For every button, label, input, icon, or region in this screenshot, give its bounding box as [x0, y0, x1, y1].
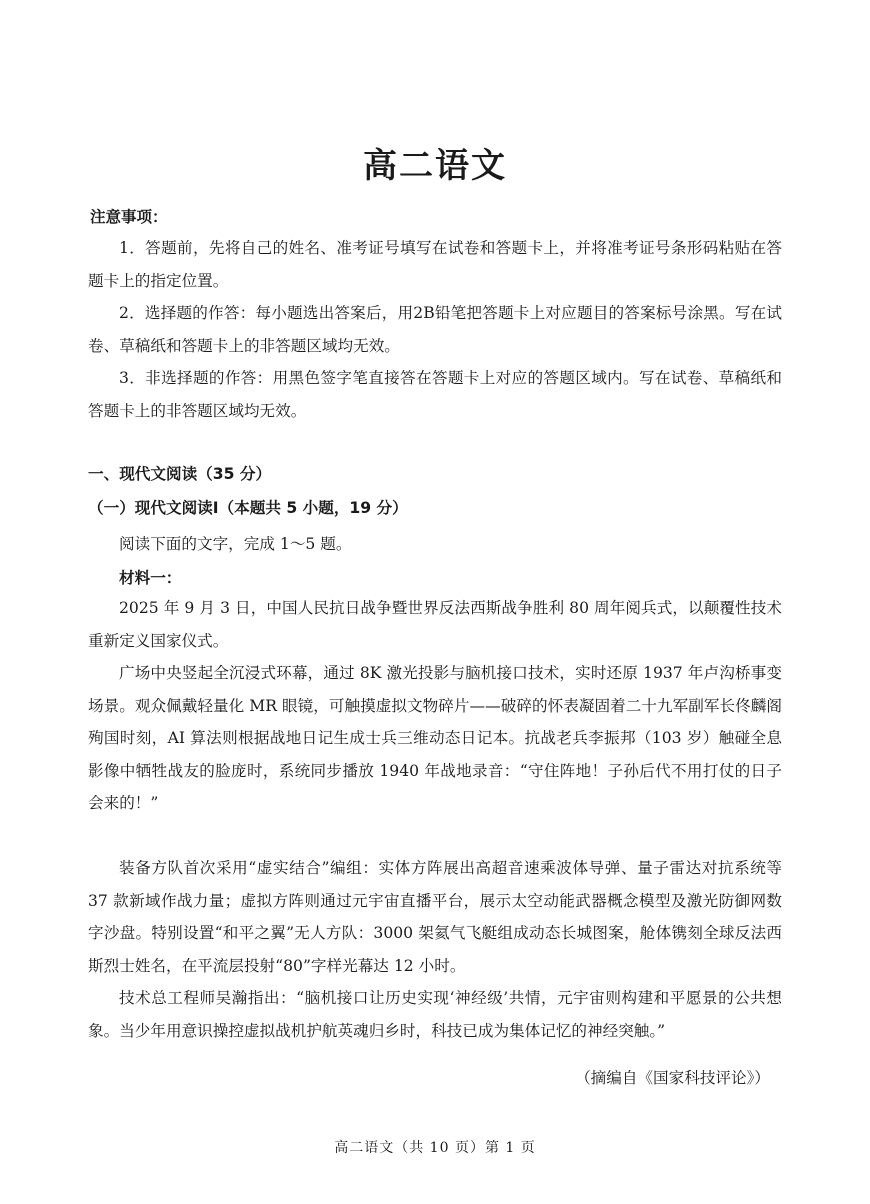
material-paragraph-1: 2025 年 9 月 3 日，中国人民抗日战争暨世界反法西斯战争胜利 80 周年阅兵式，以颠覆性技术重新定义国家仪式。: [88, 599, 782, 650]
page-footer: 高二语文（共 10 页）第 1 页: [334, 1140, 536, 1156]
material-label: 材料一：: [119, 569, 182, 587]
material-paragraph-2: 广场中央竖起全沉浸式环幕，通过 8K 激光投影与脑机接口技术，实时还原 1937 年卢沟桥事变场景。观众佩戴轻量化 MR 眼镜，可触摸虚拟文物碎片——破碎的怀表凝固着二十九军副军长佟麟阁殉国时刻，AI 算法则根据战地日记生成士兵三维动态日记本。抗战老兵李振邦（103 岁）触碰全息影像中牺牲战友的脸庞时，系统同步播放 1940 年战地录音：“守住阵地！子孙后代不用打仗的日子会来的！”: [88, 664, 782, 812]
section-heading: 一、现代文阅读（35 分）: [88, 465, 272, 483]
material-paragraph-3: 装备方队首次采用“虚实结合”编组：实体方阵展出高超音速乘波体导弹、量子雷达对抗系统等 37 款新域作战力量；虚拟方阵则通过元宇宙直播平台，展示太空动能武器概念模型及激光防御网数字沙盘。特别设置“和平之翼”无人方队：3000 架氦气飞艇组成动态长城图案，舱体镌刻全球反法西斯烈士姓名，在平流层投射“80”字样光幕达 12 小时。: [88, 859, 782, 975]
page-title: 高二语文: [363, 146, 507, 186]
notice-item-3: 3．非选择题的作答：用黑色签字笔直接答在答题卡上对应的答题区域内。写在试卷、草稿纸和答题卡上的非答题区域均无效。: [88, 369, 782, 420]
notice-heading: 注意事项：: [90, 208, 168, 226]
reading-instruction: 阅读下面的文字，完成 1～5 题。: [119, 535, 352, 553]
material-paragraph-4: 技术总工程师吴瀚指出：“脑机接口让历史实现‘神经级’共情，元宇宙则构建和平愿景的公共想象。当少年用意识操控虚拟战机护航英魂归乡时，科技已成为集体记忆的神经突触。”: [88, 989, 782, 1040]
notice-item-2: 2．选择题的作答：每小题选出答案后，用2B铅笔把答题卡上对应题目的答案标号涂黑。写在试卷、草稿纸和答题卡上的非答题区域均无效。: [88, 304, 782, 355]
notice-item-1: 1．答题前，先将自己的姓名、准考证号填写在试卷和答题卡上，并将准考证号条形码粘贴在答题卡上的指定位置。: [88, 239, 782, 290]
material-source: （摘编自《国家科技评论》）: [575, 1069, 770, 1087]
subsection-heading: （一）现代文阅读Ⅰ（本题共 5 小题，19 分）: [88, 499, 408, 517]
